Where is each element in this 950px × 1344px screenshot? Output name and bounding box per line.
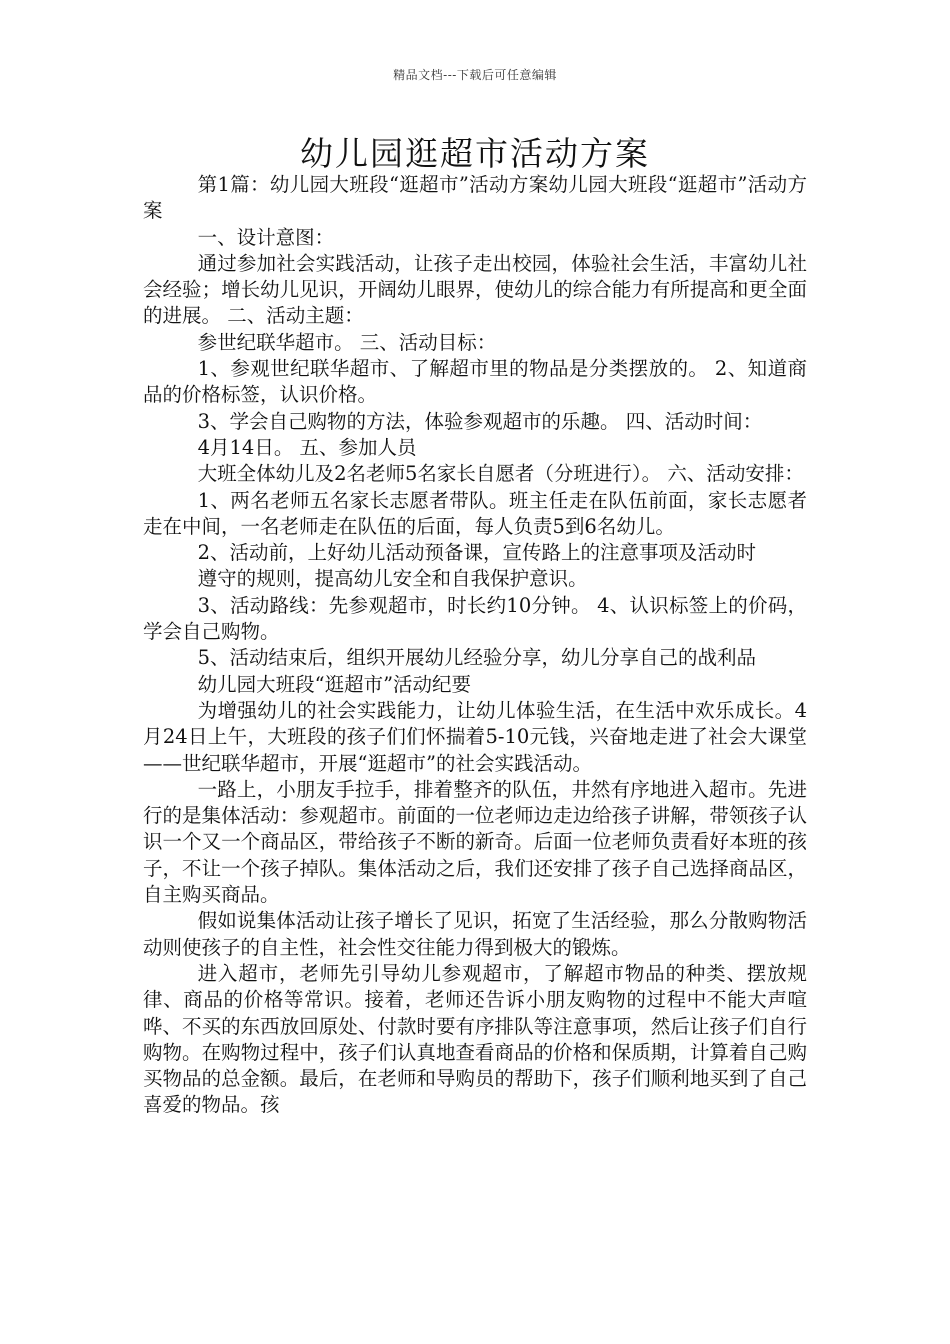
document-body — [143, 172, 807, 1119]
paragraph: 一路上，小朋友手拉手，排着整齐的队伍，井然有序地进入超市。先进行的是集体活动：参观超市。前面的一位老师边走边给孩子讲解，带领孩子认识一个又一个商品区，带给孩子不断的新奇。后面一位老师负责看好本班的孩子，不让一个孩子掉队。集体活动之后，我们还安排了孩子自己选择商品区，自主购买商品。 — [143, 777, 807, 907]
paragraph: 第1篇：幼儿园大班段“逛超市”活动方案幼儿园大班段“逛超市”活动方案 — [143, 173, 807, 223]
paragraph: 一、设计意图： — [197, 225, 335, 249]
paragraph: 4月14日。 五、参加人员 — [197, 435, 417, 459]
paragraph: 参世纪联华超市。 三、活动目标： — [197, 330, 497, 354]
paragraph: 进入超市，老师先引导幼儿参观超市，了解超市物品的种类、摆放规律、商品的价格等常识。接着，老师还告诉小朋友购物的过程中不能大声喧哗、不买的东西放回原处、付款时要有序排队等注意事项，然后让孩子们自行购物。在购物过程中，孩子们认真地查看商品的价格和保质期，计算着自己购买物品的总金额。最后，在老师和导购员的帮助下，孩子们顺利地买到了自己喜爱的物品。孩 — [143, 961, 807, 1117]
paragraph: 遵守的规则，提高幼儿安全和自我保护意识。 — [197, 567, 588, 591]
paragraph: 1、参观世纪联华超市、了解超市里的物品是分类摆放的。 2、知道商品的价格标签，认识价格。 — [143, 357, 807, 407]
page-title: 幼儿园逛超市活动方案 — [300, 134, 650, 173]
paragraph: 2、活动前，上好幼儿活动预备课，宣传路上的注意事项及活动时 — [197, 541, 757, 565]
paragraph: 3、学会自己购物的方法，体验参观超市的乐趣。 四、活动时间： — [197, 409, 763, 433]
paragraph: 为增强幼儿的社会实践能力，让幼儿体验生活，在生活中欢乐成长。4月24日上午，大班段的孩子们们怀揣着5-10元钱，兴奋地走进了社会大课堂——世纪联华超市，开展“逛超市”的社会实践活动。 — [143, 698, 807, 775]
paragraph: 5、活动结束后，组织开展幼儿经验分享，幼儿分享自己的战利品 — [197, 646, 757, 670]
header-note: 精品文档---下载后可任意编辑 — [393, 68, 557, 82]
paragraph: 通过参加社会实践活动，让孩子走出校园，体验社会生活，丰富幼儿社会经验；增长幼儿见识，开阔幼儿眼界，使幼儿的综合能力有所提高和更全面的进展。 二、活动主题： — [143, 251, 807, 328]
paragraph: 假如说集体活动让孩子增长了见识，拓宽了生活经验，那么分散购物活动则使孩子的自主性，社会性交往能力得到极大的锻炼。 — [143, 909, 807, 959]
paragraph: 幼儿园大班段“逛超市”活动纪要 — [197, 672, 472, 696]
paragraph: 3、活动路线：先参观超市，时长约10分钟。 4、认识标签上的价码，学会自己购物。 — [143, 593, 807, 644]
paragraph: 1、两名老师五名家长志愿者带队。班主任走在队伍前面，家长志愿者走在中间，一名老师走在队伍的后面，每人负责5到6名幼儿。 — [143, 488, 807, 538]
paragraph: 大班全体幼儿及2名老师5名家长自愿者（分班进行）。 六、活动安排： — [197, 462, 804, 486]
